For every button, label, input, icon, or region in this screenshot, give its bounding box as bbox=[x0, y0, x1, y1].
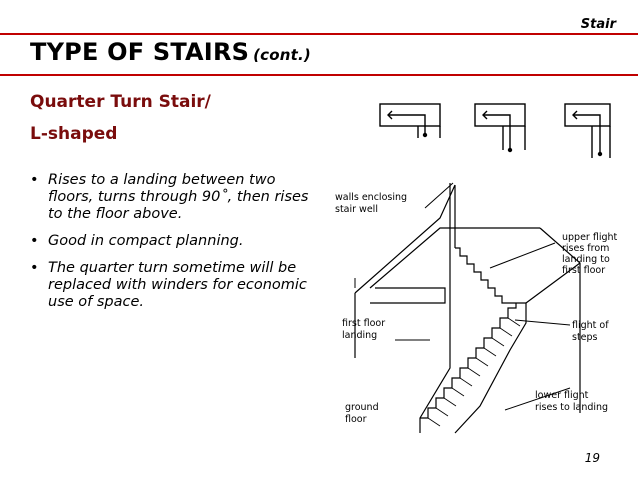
label-walls-2: stair well bbox=[335, 204, 378, 215]
bullet-list bbox=[30, 172, 310, 321]
label-lower-2: rises to landing bbox=[535, 402, 609, 413]
label-upper-1: upper flight bbox=[562, 232, 618, 243]
label-upper-2: rises from bbox=[562, 243, 610, 254]
stair-diagram bbox=[330, 88, 630, 448]
plan-icons bbox=[380, 104, 610, 158]
title-suffix: (cont.) bbox=[253, 46, 311, 64]
label-ground-1: ground bbox=[345, 402, 379, 413]
label-flight-2: steps bbox=[572, 332, 598, 343]
header-rule bbox=[0, 33, 638, 35]
bullet-item: • Good in compact planning. bbox=[30, 233, 310, 250]
title-rule bbox=[0, 74, 638, 76]
label-first-floor-1: first floor bbox=[342, 318, 386, 329]
slide-title bbox=[30, 38, 311, 66]
bullet-item: • The quarter turn sometime will be replaced with winders for economic use of space. bbox=[30, 260, 310, 311]
label-walls-1: walls enclosing bbox=[335, 192, 408, 203]
section-tag: Stair bbox=[580, 17, 616, 32]
callout-arrows bbox=[355, 183, 570, 410]
label-upper-3: landing to bbox=[562, 254, 610, 265]
subtitle-line-2: L-shaped bbox=[30, 124, 118, 144]
page-number: 19 bbox=[584, 451, 600, 465]
label-flight-1: flight of bbox=[572, 320, 609, 331]
bullet-item: • Rises to a landing between two floors, turns through 90˚, then rises to the floor above. bbox=[30, 172, 310, 223]
title-text: TYPE OF STAIRS bbox=[30, 38, 250, 66]
label-first-floor-2: landing bbox=[342, 330, 378, 341]
plan-icon-3 bbox=[565, 104, 610, 158]
label-lower-1: lower flight bbox=[535, 390, 589, 401]
subtitle bbox=[30, 86, 211, 150]
plan-icon-1 bbox=[380, 104, 440, 138]
subtitle-line-1: Quarter Turn Stair/ bbox=[30, 92, 211, 112]
plan-icon-2 bbox=[475, 104, 525, 150]
label-ground-2: floor bbox=[345, 414, 367, 425]
label-upper-4: first floor bbox=[562, 265, 606, 276]
